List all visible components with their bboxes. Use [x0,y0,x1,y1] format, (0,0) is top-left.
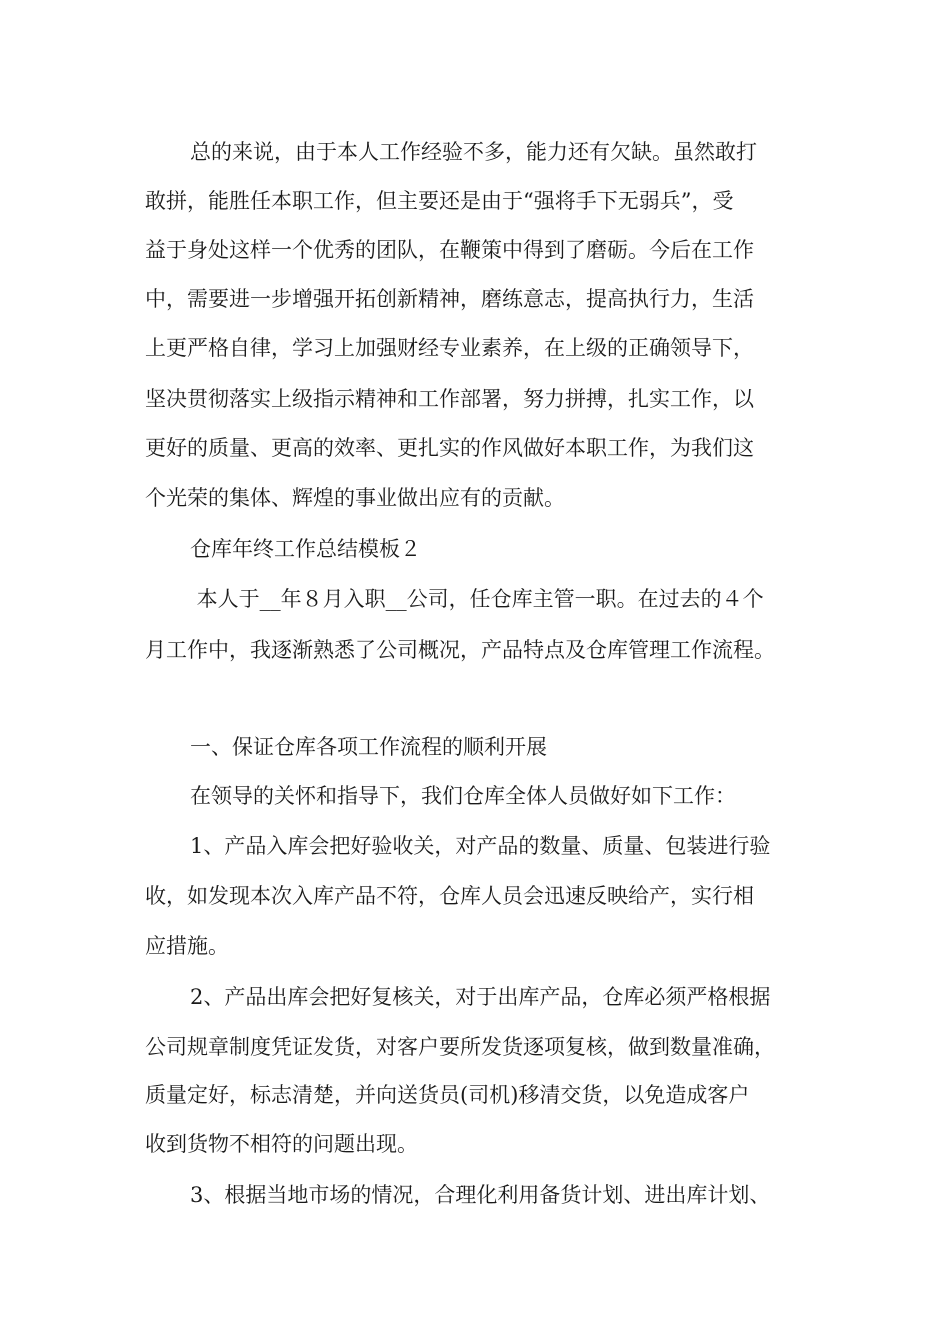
list-item-line: 质量定好，标志清楚，并向送货员(司机)移清交货，以免造成客户 [145,1083,750,1107]
text-line: 敢拼，能胜任本职工作，但主要还是由于“强将手下无弱兵”，受 [145,189,734,213]
text-line: 坚决贯彻落实上级指示精神和工作部署，努力拼搏，扎实工作，以 [145,387,754,411]
list-item-line: 收，如发现本次入库产品不符，仓库人员会迅速反映给产，实行相 [145,884,754,908]
text-line: 在领导的关怀和指导下，我们仓库全体人员做好如下工作： [190,784,736,808]
text-line: 月工作中，我逐渐熟悉了公司概况，产品特点及仓库管理工作流程。 [145,638,775,662]
list-item-line: 应措施。 [145,934,229,958]
text-line: 更好的质量、更高的效率、更扎实的作风做好本职工作，为我们这 [145,436,754,460]
list-item-line: 3、根据当地市场的情况，合理化利用备货计划、进出库计划、 [190,1183,771,1207]
text-line: 上更严格自律，学习上加强财经专业素养，在上级的正确领导下， [145,336,754,360]
list-item-line: 收到货物不相符的问题出现。 [145,1132,418,1156]
list-item-line: 公司规章制度凭证发货，对客户要所发货逐项复核，做到数量准确， [145,1035,775,1059]
text-line: 中，需要进一步增强开拓创新精神，磨练意志，提高执行力，生活 [145,287,754,311]
text-line: 个光荣的集体、辉煌的事业做出应有的贡献。 [145,486,565,510]
list-item-line: 2、产品出库会把好复核关，对于出库产品，仓库必须严格根据 [190,985,771,1009]
text-line: 本人于__年８月入职__公司，任仓库主管一职。在过去的４个 [190,587,764,611]
section-heading: 一、保证仓库各项工作流程的顺利开展 [190,735,547,759]
text-line: 益于身处这样一个优秀的团队，在鞭策中得到了磨砺。今后在工作 [145,238,754,262]
text-line: 总的来说，由于本人工作经验不多，能力还有欠缺。虽然敢打 [190,140,757,164]
list-item-line: 1、产品入库会把好验收关，对产品的数量、质量、包装进行验 [190,834,771,858]
section-title: 仓库年终工作总结模板２ [190,537,421,561]
